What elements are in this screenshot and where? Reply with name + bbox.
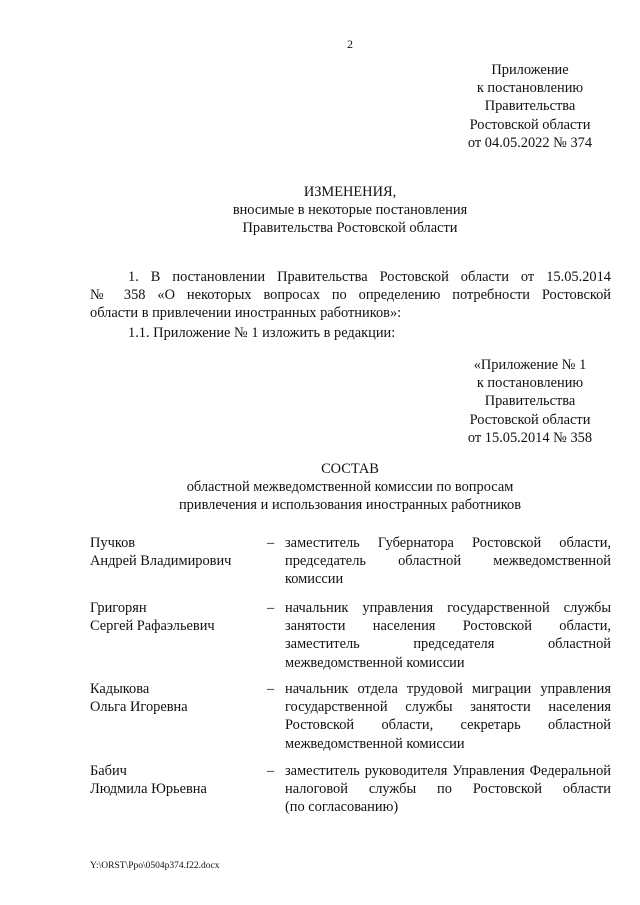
appendix-line: Правительства: [484, 98, 576, 115]
composition-heading: СОСТАВ: [321, 461, 379, 477]
member-name: [90, 762, 265, 798]
paragraph-1-1: 1.1. Приложение № 1 изложить в редакции:: [128, 325, 396, 341]
changes-subtitle-line: Правительства Ростовской области: [242, 220, 458, 237]
member-dash: –: [267, 681, 275, 697]
member-surname: Кадыкова: [90, 681, 150, 697]
member-name: [90, 680, 265, 716]
member-role-line: государственной службы занятости населения: [285, 699, 611, 716]
member-name: [90, 534, 265, 570]
member-surname: Григорян: [90, 600, 147, 616]
changes-title-block: [0, 183, 640, 238]
member-role: [285, 534, 611, 589]
composition-title-block: [0, 460, 640, 515]
member-surname: Бабич: [90, 763, 127, 779]
appendix-line: к постановлению: [476, 80, 584, 97]
member-role-line: начальник управления государственной службы: [285, 600, 611, 616]
member-role: [285, 599, 611, 672]
appendix-line: «Приложение № 1: [473, 357, 587, 373]
member-role-line: заместитель Губернатора Ростовской области,: [285, 535, 611, 551]
paragraph-line: 1. В постановлении Правительства Ростовской области от 15.05.2014: [128, 269, 611, 285]
member-role-line: заместитель председателя областной: [285, 636, 611, 653]
page-number: 2: [347, 37, 353, 51]
member-role-line: межведомственной комиссии: [285, 654, 465, 671]
composition-subtitle-line: привлечения и использования иностранных работников: [178, 497, 521, 514]
member-role-line: занятости населения Ростовской области,: [285, 618, 611, 635]
appendix-line: от 15.05.2014 № 358: [467, 429, 593, 446]
member-role-line: налоговой службы по Ростовской области: [285, 781, 611, 798]
member-role-line: заместитель руководителя Управления Федеральной: [285, 763, 611, 779]
member-role-line: Ростовской области, секретарь областной: [285, 717, 611, 734]
paragraph-1: [90, 268, 611, 323]
member-given-names: Андрей Владимирович: [90, 553, 232, 570]
member-role-line: межведомственной комиссии: [285, 735, 465, 752]
member-dash: –: [267, 763, 275, 779]
member-dash: –: [267, 600, 275, 616]
member-role: [285, 680, 611, 753]
appendix-line: Приложение: [491, 62, 569, 78]
appendix-line: Ростовской области: [469, 116, 591, 133]
member-role-line: председатель областной межведомственной: [285, 553, 611, 570]
member-dash: –: [267, 535, 275, 551]
member-role-line: комиссии: [285, 571, 344, 588]
member-surname: Пучков: [90, 535, 136, 551]
composition-subtitle-line: областной межведомственной комиссии по вопросам: [186, 479, 514, 496]
paragraph-line: № 358 «О некоторых вопросах по определению потребности Ростовской: [90, 287, 611, 304]
appendix-reference-inner: [430, 356, 630, 447]
changes-subtitle-line: вносимые в некоторые постановления: [232, 202, 468, 219]
file-path-footer: Y:\ORST\Ppo\0504p374.f22.docx: [90, 861, 220, 871]
member-role-line: (по согласованию): [285, 799, 399, 816]
member-role-line: начальник отдела трудовой миграции управления: [285, 681, 611, 697]
member-given-names: Ольга Игоревна: [90, 699, 188, 716]
member-given-names: Людмила Юрьевна: [90, 781, 207, 798]
appendix-line: от 04.05.2022 № 374: [467, 134, 593, 151]
paragraph-line: области в привлечении иностранных работников»:: [90, 305, 402, 322]
appendix-reference-top: [430, 61, 630, 152]
appendix-line: к постановлению: [476, 375, 584, 392]
member-name: [90, 599, 265, 635]
appendix-line: Правительства: [484, 393, 576, 410]
appendix-line: Ростовской области: [469, 411, 591, 428]
member-role: [285, 762, 611, 817]
member-given-names: Сергей Рафаэльевич: [90, 618, 215, 635]
changes-heading: ИЗМЕНЕНИЯ,: [303, 184, 397, 200]
